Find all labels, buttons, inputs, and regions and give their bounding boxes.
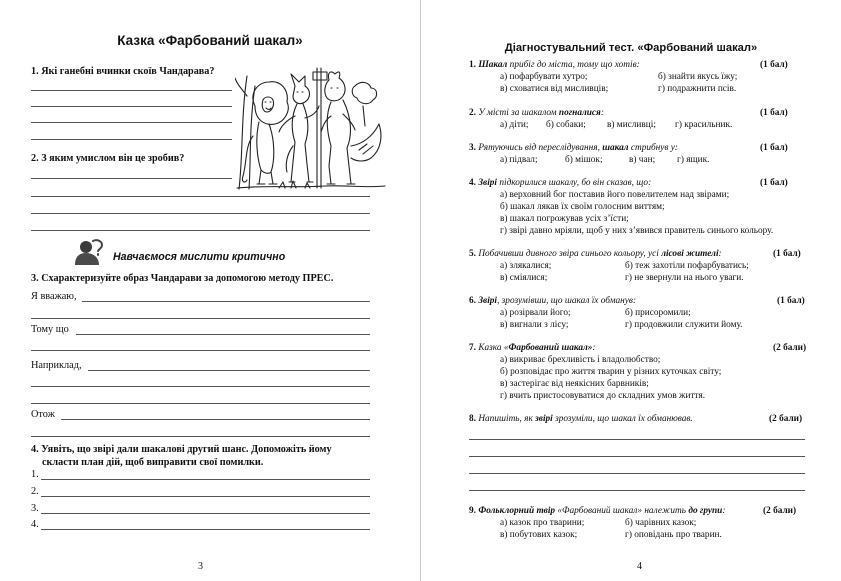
question-points: (1 бал) <box>777 296 805 306</box>
answer-line[interactable] <box>31 178 232 179</box>
answer-option[interactable]: а) підвал; <box>500 155 538 165</box>
answer-option[interactable]: б) знайти якусь їжу; <box>658 72 738 82</box>
answer-line[interactable] <box>469 473 805 474</box>
answer-option[interactable]: б) чарівних казок; <box>625 518 697 528</box>
answer-line[interactable] <box>469 439 805 440</box>
page-title: Діагностувальний тест. «Фарбований шакал» <box>504 42 758 54</box>
answer-option[interactable]: в) побутових казок; <box>500 530 578 540</box>
answer-line[interactable] <box>82 301 370 302</box>
plan-item-number: 3. <box>31 503 39 514</box>
answer-line[interactable] <box>469 456 805 457</box>
answer-option[interactable]: а) діти; <box>500 120 529 130</box>
pres-label-opinion: Я вважаю, <box>31 291 77 302</box>
answer-option[interactable]: в) вигнали з лісу; <box>500 320 569 330</box>
page-title: Казка «Фарбований шакал» <box>117 33 303 48</box>
answer-option[interactable]: б) теж захотіли пофарбуватись; <box>625 261 749 271</box>
question-points: (2 бали) <box>773 343 807 353</box>
answer-line[interactable] <box>31 350 370 351</box>
answer-option[interactable]: г) подражнити псів. <box>658 84 737 94</box>
question-points: (1 бал) <box>760 60 788 70</box>
answer-option[interactable]: а) викриває брехливість і владолюбство; <box>500 355 661 365</box>
test-question-2: 2. У місті за шакалом погналися: <box>469 108 604 118</box>
page-number: 4 <box>637 561 642 572</box>
answer-line[interactable] <box>31 386 370 387</box>
test-question-6: 6. Звірі, зрозумівши, що шакал їх обманув: <box>469 296 637 306</box>
answer-line[interactable] <box>41 529 370 530</box>
answer-line[interactable] <box>31 318 370 319</box>
question-4: 4. Уявіть, що звірі дали шакалові другий шанс. Допоможіть йому <box>31 444 332 455</box>
answer-line[interactable] <box>31 436 370 437</box>
answer-option[interactable]: б) присоромили; <box>625 308 691 318</box>
answer-line[interactable] <box>31 196 370 197</box>
question-points: (1 бал) <box>760 178 788 188</box>
test-question-9: 9. Фольклорний твір «Фарбований шакал» належить до групи: <box>469 506 726 516</box>
answer-option[interactable]: а) пофарбувати хутро; <box>500 72 588 82</box>
answer-line[interactable] <box>41 513 370 514</box>
pres-label-reason: Тому що <box>31 324 69 335</box>
answer-option[interactable]: в) сховатися від мисливців; <box>500 84 609 94</box>
plan-item-number: 2. <box>31 486 39 497</box>
answer-line[interactable] <box>41 479 370 480</box>
page-number: 3 <box>198 561 203 572</box>
answer-line[interactable] <box>31 403 370 404</box>
lion-jackal-wolf-illustration <box>235 66 387 191</box>
answer-option[interactable]: г) не звернули на нього уваги. <box>625 273 744 283</box>
answer-option[interactable]: в) шакал погрожував усіх з’їсти; <box>500 214 629 224</box>
plan-item-number: 1. <box>31 469 39 480</box>
pres-label-example: Наприклад, <box>31 360 82 371</box>
question-1: 1. Які ганебні вчинки скоїв Чандарава? <box>31 66 215 77</box>
answer-line[interactable] <box>88 370 370 371</box>
answer-line[interactable] <box>31 122 232 123</box>
answer-option[interactable]: г) красильник. <box>675 120 733 130</box>
answer-option[interactable]: г) вчить пристосовуватися до складних умов життя. <box>500 391 706 401</box>
test-question-8: 8. Напишіть, як звірі зрозуміли, що шакал їх обманював. <box>469 414 693 424</box>
answer-line[interactable] <box>31 139 232 140</box>
answer-option[interactable]: г) звірі давно мріяли, щоб у них з’явився правитель синього кольору. <box>500 226 774 236</box>
answer-option[interactable]: в) сміялися; <box>500 273 548 283</box>
answer-option[interactable]: в) мисливці; <box>607 120 656 130</box>
pres-label-summary: Отож <box>31 409 55 420</box>
test-question-7: 7. Казка «Фарбований шакал»: <box>469 343 596 353</box>
answer-option[interactable]: а) розірвали його; <box>500 308 571 318</box>
thinking-person-icon <box>71 239 105 265</box>
answer-option[interactable]: б) собаки; <box>546 120 586 130</box>
answer-option[interactable]: б) шакал лякав їх своїм голосним виттям; <box>500 202 665 212</box>
answer-option[interactable]: в) застерігає від неякісних барвників; <box>500 379 649 389</box>
question-points: (1 бал) <box>773 249 801 259</box>
answer-option[interactable]: а) злякалися; <box>500 261 552 271</box>
answer-option[interactable]: г) ящик. <box>677 155 710 165</box>
answer-line[interactable] <box>31 106 232 107</box>
answer-line[interactable] <box>31 213 370 214</box>
answer-line[interactable] <box>31 230 370 231</box>
answer-line[interactable] <box>61 419 370 420</box>
answer-line[interactable] <box>41 496 370 497</box>
question-points: (1 бал) <box>760 143 788 153</box>
question-4-continued: склaсти план дій, щоб виправити свої помилки. <box>42 457 264 468</box>
answer-line[interactable] <box>469 490 805 491</box>
answer-option[interactable]: г) оповідань про тварин. <box>625 530 722 540</box>
answer-option[interactable]: б) розповідає про життя тварин у різних куточках світу; <box>500 367 722 377</box>
answer-line[interactable] <box>31 90 232 91</box>
question-2: 2. З яким умислом він це зробив? <box>31 153 185 164</box>
test-question-4: 4. Звірі підкорилися шакалу, бо він сказав, що: <box>469 178 652 188</box>
answer-option[interactable]: а) казок про тварини; <box>500 518 585 528</box>
answer-line[interactable] <box>76 334 370 335</box>
test-question-1: 1. Шакал прибіг до міста, тому що хотів: <box>469 60 640 70</box>
question-points: (1 бал) <box>760 108 788 118</box>
worksheet-page-3 <box>0 0 420 581</box>
plan-item-number: 4. <box>31 519 39 530</box>
question-points: (2 бали) <box>763 506 797 516</box>
test-page-4 <box>421 0 841 581</box>
section-title: Навчаємося мислити критично <box>113 251 286 263</box>
answer-option[interactable]: г) продовжили служити йому. <box>625 320 743 330</box>
question-points: (2 бали) <box>769 414 803 424</box>
answer-option[interactable]: а) верховний бог поставив його повелителем над звірами; <box>500 190 730 200</box>
answer-option[interactable]: в) чан; <box>629 155 656 165</box>
test-question-5: 5. Побачивши дивного звіра синього кольору, усі лісові жителі: <box>469 249 722 259</box>
answer-option[interactable]: б) мішок; <box>565 155 603 165</box>
question-3: 3. Схарактеризуйте образ Чандарави за допомогою методу ПРЕС. <box>31 273 334 284</box>
test-question-3: 3. Рятуючись від переслідування, шакал стрибнув у: <box>469 143 678 153</box>
